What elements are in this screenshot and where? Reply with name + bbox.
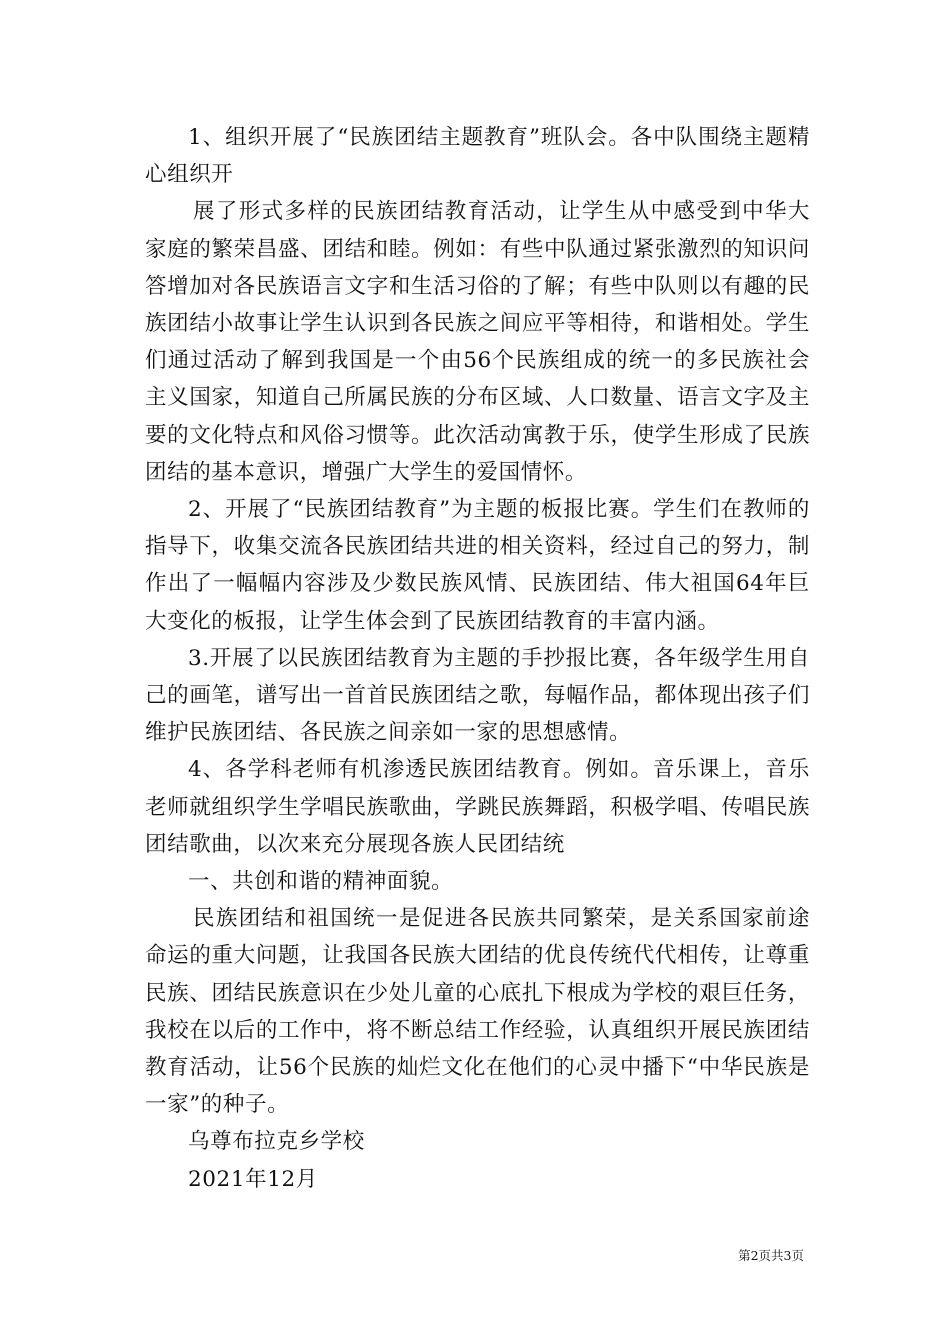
paragraph-activity-1-continued: 展了形式多样的民族团结教育活动，让学生从中感受到中华大家庭的繁荣昌盛、团结和睦。例如：有些中队通过紧张激烈的知识问答增加对各民族语言文字和生活习俗的了解；有些中队则以有趣的民族团结小故事让学生认识到各民族之间应平等相待，和谐相处。学生们通过活动了解到我国是一个由56个民族组成的统一的多民族社会主义国家，知道自己所属民族的分布区域、人口数量、语言文字及主要的文化特点和风俗习惯等。此次活动寓教于乐，使学生形成了民族团结的基本意识，增强广大学生的爱国情怀。 bbox=[145, 199, 810, 485]
signature-date: 2021年12月 bbox=[188, 1166, 318, 1192]
paragraph-conclusion: 民族团结和祖国统一是促进各民族共同繁荣，是关系国家前途命运的重大问题，让我国各民族大团结的优良传统代代相传，让尊重民族、团结民族意识在少处儿童的心底扎下根成为学校的艰巨任务，我校在以后的工作中，将不断总结工作经验，认真组织开展民族团结教育活动，让56个民族的灿烂文化在他们的心灵中播下“中华民族是一家”的种子。 bbox=[145, 906, 810, 1118]
document-body bbox=[145, 119, 810, 1198]
page-number-footer: 第2页共3页 bbox=[738, 1248, 804, 1263]
paragraph-activity-4: 4、各学科老师有机渗透民族团结教育。例如。音乐课上，音乐老师就组织学生学唱民族歌曲，学跳民族舞蹈，积极学唱、传唱民族团结歌曲，以次来充分展现各族人民团结统 bbox=[145, 757, 810, 857]
paragraph-activity-2: 2、开展了“民族团结教育”为主题的板报比赛。学生们在教师的指导下，收集交流各民族团结共进的相关资料，经过自己的努力，制作出了一幅幅内容涉及少数民族风情、民族团结、伟大祖国64年巨大变化的板报，让学生体会到了民族团结教育的丰富内涵。 bbox=[145, 497, 810, 634]
signature-school: 乌尊布拉克乡学校 bbox=[188, 1129, 365, 1155]
paragraph-section-heading: 一、共创和谐的精神面貌。 bbox=[188, 869, 454, 895]
paragraph-activity-3: 3.开展了以民族团结教育为主题的手抄报比赛，各年级学生用自己的画笔，谱写出一首首民族团结之歌，每幅作品，都体现出孩子们维护民族团结、各民族之间亲如一家的思想感情。 bbox=[145, 645, 810, 746]
paragraph-activity-1: 1、组织开展了“民族团结主题教育”班队会。各中队围绕主题精心组织开 bbox=[145, 125, 810, 188]
